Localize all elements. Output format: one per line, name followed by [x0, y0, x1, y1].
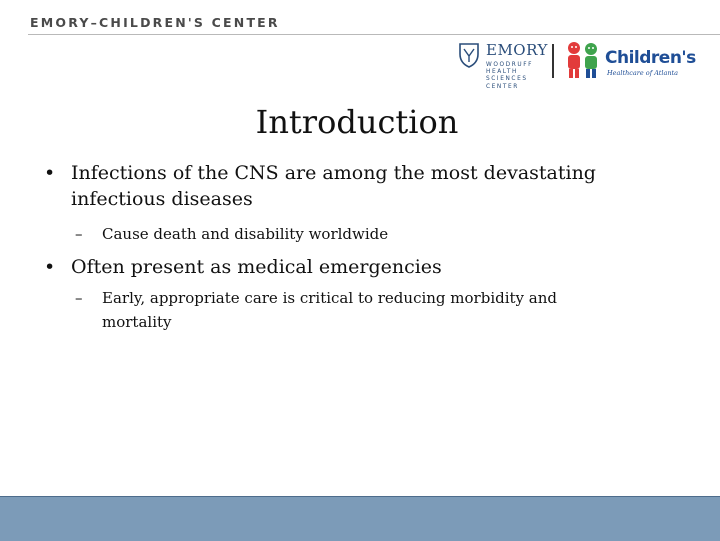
childrens-subtitle: Healthcare of Atlanta	[607, 69, 679, 77]
emory-shield-icon	[458, 42, 480, 68]
sub-bullet-text: Cause death and disability worldwide	[102, 225, 389, 243]
bullet-text: Infections of the CNS are among the most devastating infectious diseases	[71, 162, 596, 210]
header-org-name: EMORY–CHILDREN'S CENTER	[30, 15, 280, 30]
bullet-marker: •	[44, 256, 56, 278]
childrens-logo	[563, 40, 696, 85]
bullet-text: Often present as medical emergencies	[71, 256, 442, 278]
logo-separator	[552, 44, 554, 78]
emory-line-health: HEALTH	[486, 69, 518, 76]
sub-bullet-marker: –	[75, 225, 83, 243]
sub-bullet-text: Early, appropriate care is critical to reducing morbidity and mortality	[102, 289, 558, 331]
childrens-wordmark: Children's	[605, 48, 696, 68]
slide-title: Introduction	[255, 103, 459, 141]
sub-bullet-marker: –	[75, 289, 83, 307]
emory-wordmark: EMORY	[486, 41, 548, 59]
emory-line-woodruff: WOODRUFF	[486, 62, 534, 68]
emory-line-center: CENTER	[486, 83, 519, 90]
footer-bar	[0, 496, 720, 541]
emory-health-sciences-lines	[486, 62, 548, 91]
emory-logo	[458, 40, 548, 95]
emory-line-sciences: SCIENCES	[486, 76, 528, 83]
bullet-marker: •	[44, 162, 56, 184]
header-divider	[28, 34, 720, 35]
childrens-kids-icon	[563, 40, 603, 80]
